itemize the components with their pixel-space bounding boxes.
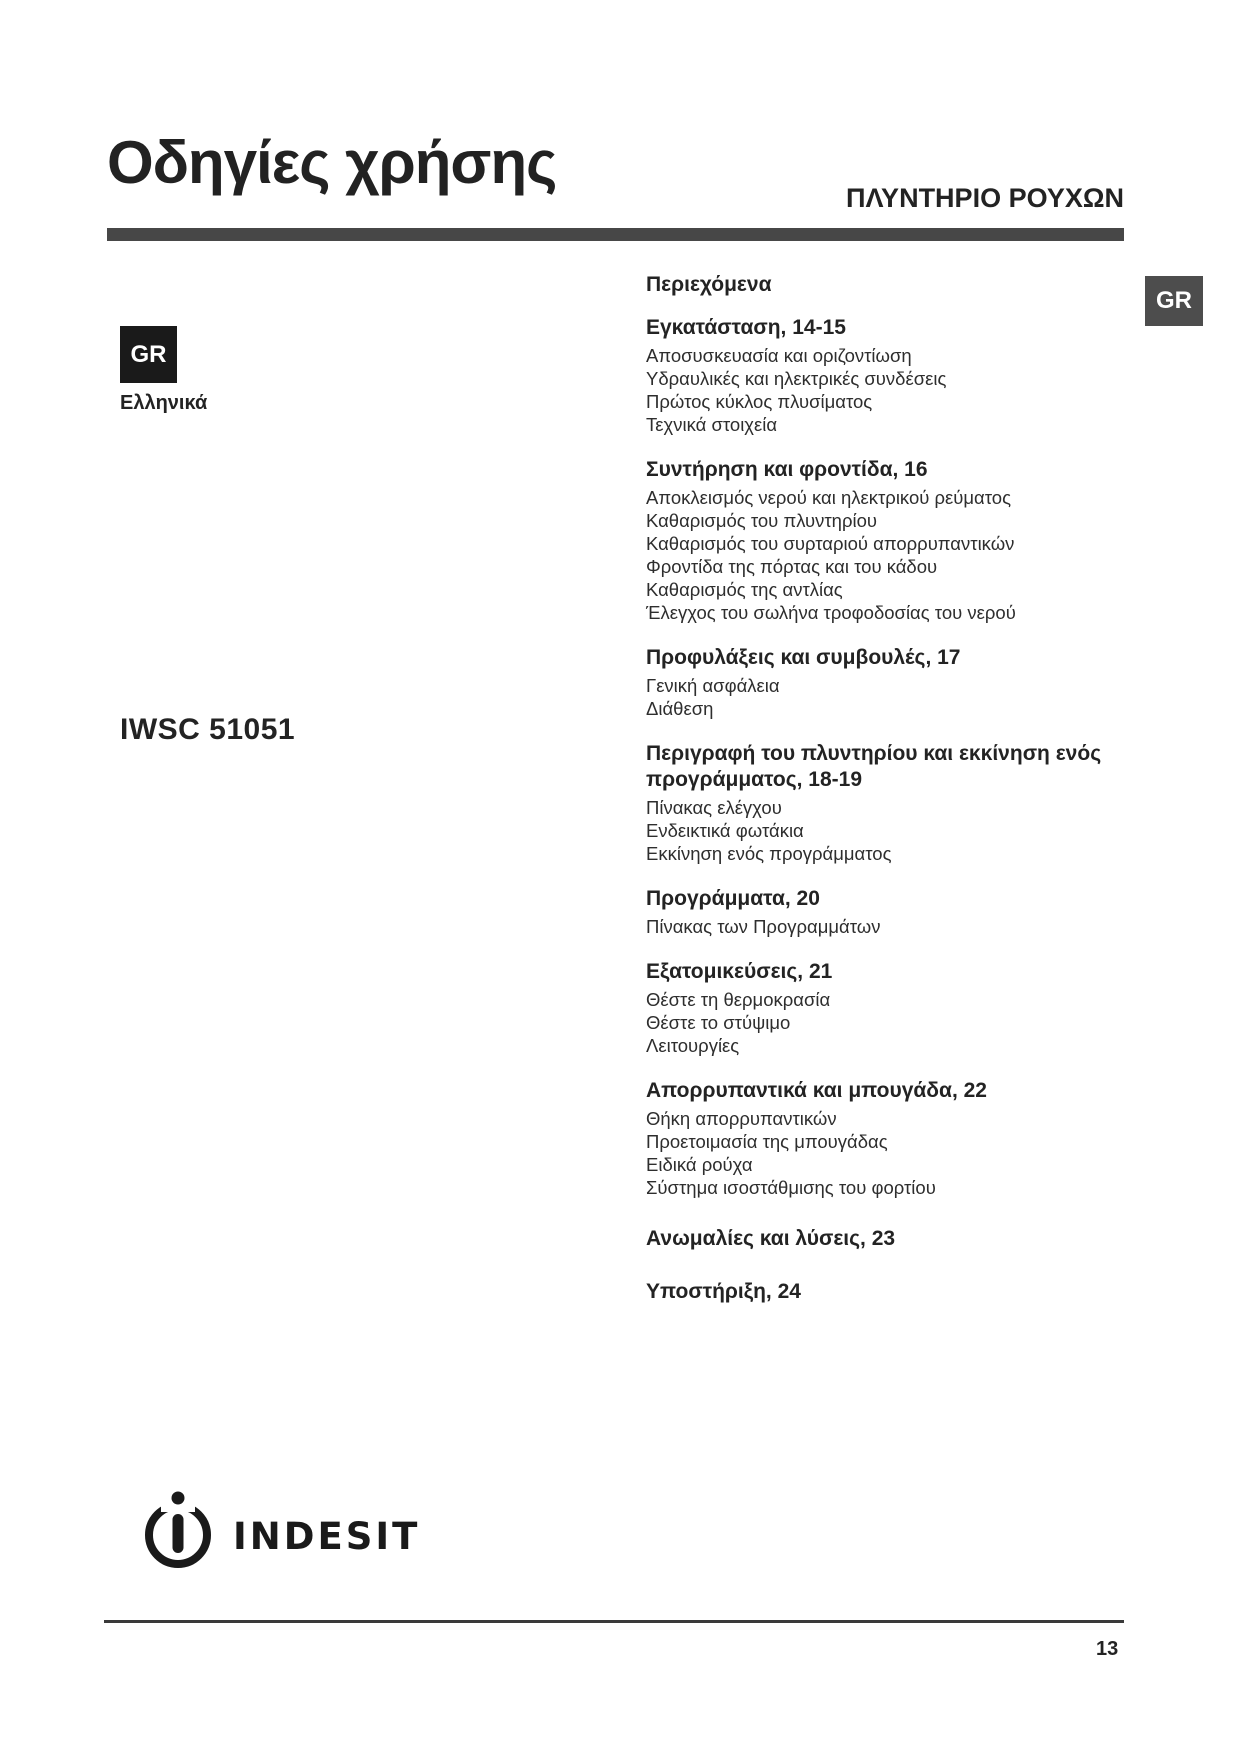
document-title: Οδηγίες χρήσης <box>107 129 557 197</box>
toc-section-heading: Απορρυπαντικά και μπουγάδα, 22 <box>646 1079 987 1102</box>
toc-section-heading: Περιγραφή του πλυντηρίου και εκκίνηση ενός προγράμματος, 18-19 <box>646 742 1102 791</box>
toc-section-heading: Συντήρηση και φροντίδα, 16 <box>646 458 928 481</box>
toc-item: Εκκίνηση ενός προγράμματος <box>646 843 892 864</box>
toc-item: Γενική ασφάλεια <box>646 675 780 696</box>
toc-item: Αποκλεισμός νερού και ηλεκτρικού ρεύματος <box>646 487 1011 508</box>
toc-section-heading: Υποστήριξη, 24 <box>646 1280 801 1303</box>
toc-item: Φροντίδα της πόρτας και του κάδου <box>646 556 938 577</box>
toc-item: Τεχνικά στοιχεία <box>646 414 778 435</box>
toc-item: Έλεγχος του σωλήνα τροφοδοσίας του νερού <box>646 602 1016 623</box>
toc-item: Αποσυσκευασία και οριζοντίωση <box>646 345 912 366</box>
toc-section <box>646 886 1128 938</box>
toc-section-heading: Προγράμματα, 20 <box>646 887 820 910</box>
toc-item: Ειδικά ρούχα <box>646 1154 753 1175</box>
header-rule-bar <box>107 228 1124 241</box>
toc-section-heading: Προφυλάξεις και συμβουλές, 17 <box>646 646 961 669</box>
model-number: IWSC 51051 <box>120 713 296 746</box>
toc-item: Διάθεση <box>646 698 714 719</box>
toc-sections <box>646 315 1128 1305</box>
toc-item: Καθαρισμός της αντλίας <box>646 579 843 600</box>
toc-section <box>646 457 1128 624</box>
toc-section <box>646 1279 1128 1305</box>
language-badge-gr: GR <box>120 326 177 383</box>
toc-section <box>646 959 1128 1057</box>
toc-section-heading: Εξατομικεύσεις, 21 <box>646 960 833 983</box>
brand-logo <box>143 1490 420 1568</box>
toc-section <box>646 741 1128 865</box>
page-number: 13 <box>1096 1638 1119 1660</box>
toc-section-items <box>646 915 1128 938</box>
toc-section-items <box>646 988 1128 1057</box>
toc-item: Θέστε το στύψιμο <box>646 1012 791 1033</box>
brand-logo-text: INDESIT <box>233 1514 421 1558</box>
toc-item: Ενδεικτικά φωτάκια <box>646 820 804 841</box>
toc-item: Θέστε τη θερμοκρασία <box>646 989 831 1010</box>
toc-section-heading: Ανωμαλίες και λύσεις, 23 <box>646 1227 896 1250</box>
language-tab-gr: GR <box>1145 276 1203 326</box>
toc-item: Υδραυλικές και ηλεκτρικές συνδέσεις <box>646 368 947 389</box>
toc-section-items <box>646 344 1128 436</box>
toc-item: Πίνακας ελέγχου <box>646 797 782 818</box>
toc-section <box>646 1226 1128 1252</box>
table-of-contents <box>646 272 1128 1305</box>
toc-item: Πρώτος κύκλος πλυσίματος <box>646 391 873 412</box>
toc-section <box>646 645 1128 720</box>
toc-item: Θήκη απορρυπαντικών <box>646 1108 837 1129</box>
toc-section-items <box>646 674 1128 720</box>
toc-item: Προετοιμασία της μπουγάδας <box>646 1131 888 1152</box>
toc-item: Καθαρισμός του πλυντηρίου <box>646 510 878 531</box>
language-name-label: Ελληνικά <box>120 392 208 414</box>
toc-section-heading: Εγκατάσταση, 14-15 <box>646 316 846 339</box>
toc-title: Περιεχόμενα <box>646 273 772 296</box>
toc-section-items <box>646 796 1128 865</box>
footer-rule <box>104 1620 1124 1623</box>
toc-section-items <box>646 1107 1128 1199</box>
toc-section <box>646 315 1128 436</box>
toc-section-items <box>646 486 1128 624</box>
toc-item: Σύστημα ισοστάθμισης του φορτίου <box>646 1177 936 1198</box>
toc-item: Καθαρισμός του συρταριού απορρυπαντικών <box>646 533 1015 554</box>
toc-section <box>646 1078 1128 1199</box>
toc-item: Λειτουργίες <box>646 1035 740 1056</box>
indesit-circle-i-icon <box>143 1490 213 1568</box>
appliance-type-label: ΠΛΥΝΤΗΡΙΟ ΡΟΥΧΩΝ <box>846 183 1124 213</box>
toc-item: Πίνακας των Προγραμμάτων <box>646 916 881 937</box>
